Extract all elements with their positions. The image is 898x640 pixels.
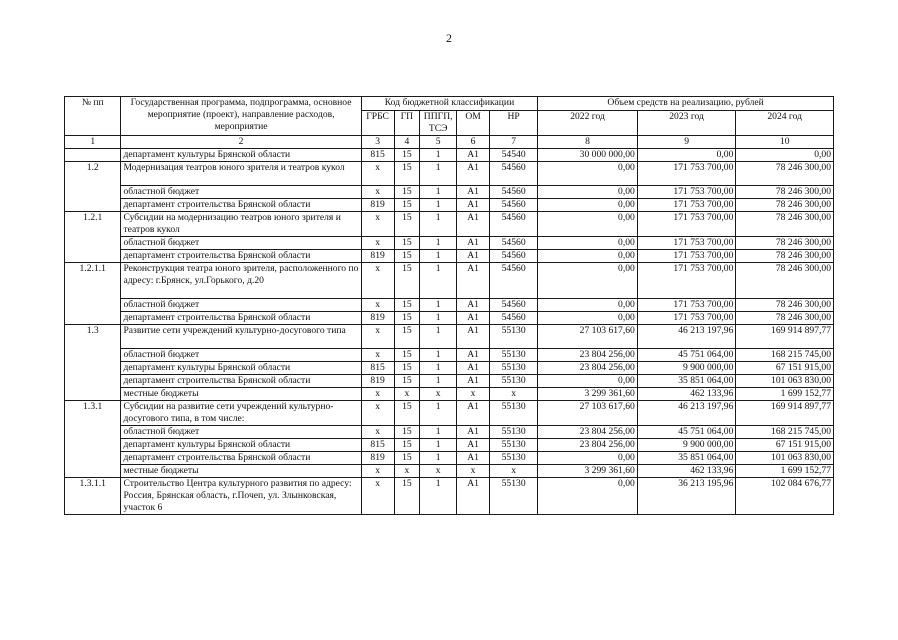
row-value-cell: 168 215 745,00 bbox=[736, 426, 834, 439]
header-2023: 2023 год bbox=[637, 111, 736, 136]
row-value-cell: 171 753 700,00 bbox=[637, 186, 736, 199]
row-number-cell: 1.2 bbox=[65, 162, 121, 212]
row-value-cell: х bbox=[361, 212, 394, 237]
row-value-cell: х bbox=[361, 388, 394, 401]
row-value-cell: 819 bbox=[361, 312, 394, 325]
row-value-cell: 0,00 bbox=[538, 452, 638, 465]
row-value-cell: 101 063 830,00 bbox=[736, 375, 834, 388]
row-name-cell: департамент культуры Брянской области bbox=[121, 362, 361, 375]
table-row bbox=[65, 426, 834, 439]
budget-table bbox=[64, 96, 834, 515]
row-value-cell: 15 bbox=[394, 149, 420, 162]
row-value-cell: 3 299 361,60 bbox=[538, 388, 638, 401]
row-value-cell: 35 851 064,00 bbox=[637, 452, 736, 465]
row-name-cell: департамент культуры Брянской области bbox=[121, 439, 361, 452]
row-value-cell: А1 bbox=[457, 426, 490, 439]
row-value-cell: 171 753 700,00 bbox=[637, 263, 736, 299]
row-name-cell: департамент строительства Брянской области bbox=[121, 312, 361, 325]
row-value-cell: 171 753 700,00 bbox=[637, 237, 736, 250]
row-value-cell: 78 246 300,00 bbox=[736, 237, 834, 250]
row-value-cell: 55130 bbox=[489, 325, 537, 349]
row-value-cell: 815 bbox=[361, 439, 394, 452]
row-value-cell: х bbox=[361, 263, 394, 299]
row-value-cell: 171 753 700,00 bbox=[637, 212, 736, 237]
row-value-cell: 1 bbox=[420, 312, 457, 325]
row-value-cell: 15 bbox=[394, 162, 420, 186]
row-value-cell: 1 bbox=[420, 237, 457, 250]
row-name-cell: Развитие сети учреждений культурно-досугового типа bbox=[121, 325, 361, 349]
row-value-cell: 15 bbox=[394, 312, 420, 325]
row-value-cell: 15 bbox=[394, 478, 420, 515]
row-name-cell: Модернизация театров юного зрителя и театров кукол bbox=[121, 162, 361, 186]
row-value-cell: А1 bbox=[457, 439, 490, 452]
row-name-cell: департамент строительства Брянской области bbox=[121, 199, 361, 212]
row-value-cell: 168 215 745,00 bbox=[736, 349, 834, 362]
row-value-cell: 819 bbox=[361, 452, 394, 465]
column-number: 3 bbox=[361, 136, 394, 149]
header-np: НР bbox=[489, 111, 537, 136]
row-value-cell: х bbox=[361, 349, 394, 362]
row-value-cell: 819 bbox=[361, 199, 394, 212]
row-value-cell: 171 753 700,00 bbox=[637, 299, 736, 312]
row-value-cell: 15 bbox=[394, 426, 420, 439]
row-value-cell: 27 103 617,60 bbox=[538, 325, 638, 349]
table-row bbox=[65, 465, 834, 478]
row-value-cell: 54560 bbox=[489, 186, 537, 199]
row-value-cell: 0,00 bbox=[736, 149, 834, 162]
row-value-cell: А1 bbox=[457, 162, 490, 186]
header-2022: 2022 год bbox=[538, 111, 638, 136]
column-number: 4 bbox=[394, 136, 420, 149]
row-value-cell: 171 753 700,00 bbox=[637, 250, 736, 263]
row-value-cell: 169 914 897,77 bbox=[736, 325, 834, 349]
row-value-cell: 0,00 bbox=[538, 263, 638, 299]
row-value-cell: 1 bbox=[420, 362, 457, 375]
row-value-cell: 0,00 bbox=[538, 212, 638, 237]
row-value-cell: х bbox=[457, 465, 490, 478]
row-value-cell: А1 bbox=[457, 186, 490, 199]
row-value-cell: 27 103 617,60 bbox=[538, 401, 638, 426]
row-value-cell: 819 bbox=[361, 250, 394, 263]
column-number: 5 bbox=[420, 136, 457, 149]
row-value-cell: 1 bbox=[420, 325, 457, 349]
row-value-cell: А1 bbox=[457, 362, 490, 375]
row-number-cell: 1.3.1.1 bbox=[65, 478, 121, 515]
row-value-cell: 67 151 915,00 bbox=[736, 362, 834, 375]
row-value-cell: 45 751 064,00 bbox=[637, 426, 736, 439]
row-value-cell: 0,00 bbox=[538, 299, 638, 312]
row-value-cell: А1 bbox=[457, 401, 490, 426]
row-value-cell: А1 bbox=[457, 312, 490, 325]
row-value-cell: А1 bbox=[457, 478, 490, 515]
row-number-cell: 1.3.1 bbox=[65, 401, 121, 478]
row-name-cell: областной бюджет bbox=[121, 237, 361, 250]
row-value-cell: 0,00 bbox=[538, 237, 638, 250]
row-name-cell: департамент строительства Брянской области bbox=[121, 452, 361, 465]
header-ppgp: ППГП, ТСЭ bbox=[420, 111, 457, 136]
row-value-cell: 1 bbox=[420, 263, 457, 299]
row-value-cell: 9 900 000,00 bbox=[637, 439, 736, 452]
row-value-cell: 1 bbox=[420, 375, 457, 388]
row-value-cell: х bbox=[457, 388, 490, 401]
header-om: ОМ bbox=[457, 111, 490, 136]
row-value-cell: 46 213 197,96 bbox=[637, 325, 736, 349]
row-value-cell: А1 bbox=[457, 212, 490, 237]
row-value-cell: 54560 bbox=[489, 212, 537, 237]
row-value-cell: 1 bbox=[420, 439, 457, 452]
row-value-cell: 15 bbox=[394, 263, 420, 299]
row-value-cell: 815 bbox=[361, 362, 394, 375]
row-value-cell: 0,00 bbox=[538, 250, 638, 263]
row-value-cell: 15 bbox=[394, 299, 420, 312]
row-value-cell: 15 bbox=[394, 199, 420, 212]
table-row bbox=[65, 212, 834, 237]
row-value-cell: 78 246 300,00 bbox=[736, 299, 834, 312]
row-number-cell: 1.2.1 bbox=[65, 212, 121, 263]
row-value-cell: 0,00 bbox=[538, 162, 638, 186]
row-value-cell: 15 bbox=[394, 375, 420, 388]
column-numbers-row bbox=[65, 136, 834, 149]
row-value-cell: х bbox=[361, 325, 394, 349]
row-value-cell: 15 bbox=[394, 401, 420, 426]
row-value-cell: 54540 bbox=[489, 149, 537, 162]
row-value-cell: 36 213 195,96 bbox=[637, 478, 736, 515]
row-value-cell: 78 246 300,00 bbox=[736, 263, 834, 299]
row-value-cell: 9 900 000,00 bbox=[637, 362, 736, 375]
row-value-cell: х bbox=[361, 237, 394, 250]
table-row bbox=[65, 186, 834, 199]
row-value-cell: 15 bbox=[394, 186, 420, 199]
table-row bbox=[65, 312, 834, 325]
row-value-cell: х bbox=[420, 388, 457, 401]
row-number-cell: 1.3 bbox=[65, 325, 121, 401]
row-value-cell: х bbox=[361, 426, 394, 439]
row-value-cell: 78 246 300,00 bbox=[736, 250, 834, 263]
column-number: 9 bbox=[637, 136, 736, 149]
row-value-cell: 1 699 152,77 bbox=[736, 388, 834, 401]
row-value-cell: 1 bbox=[420, 250, 457, 263]
row-value-cell: 171 753 700,00 bbox=[637, 162, 736, 186]
table-row bbox=[65, 388, 834, 401]
row-value-cell: 67 151 915,00 bbox=[736, 439, 834, 452]
column-number: 2 bbox=[121, 136, 361, 149]
row-value-cell: А1 bbox=[457, 375, 490, 388]
row-value-cell: х bbox=[361, 465, 394, 478]
row-value-cell: 30 000 000,00 bbox=[538, 149, 638, 162]
row-value-cell: 55130 bbox=[489, 362, 537, 375]
row-value-cell: 15 bbox=[394, 349, 420, 362]
row-value-cell: 54560 bbox=[489, 263, 537, 299]
table-row bbox=[65, 149, 834, 162]
row-value-cell: х bbox=[361, 478, 394, 515]
row-value-cell: 54560 bbox=[489, 237, 537, 250]
row-name-cell: департамент строительства Брянской области bbox=[121, 250, 361, 263]
row-value-cell: 15 bbox=[394, 452, 420, 465]
table-row bbox=[65, 162, 834, 186]
row-value-cell: 15 bbox=[394, 237, 420, 250]
row-value-cell: 815 bbox=[361, 149, 394, 162]
row-value-cell: 1 bbox=[420, 162, 457, 186]
row-value-cell: 23 804 256,00 bbox=[538, 439, 638, 452]
row-value-cell: 54560 bbox=[489, 299, 537, 312]
row-name-cell: Реконструкция театра юного зрителя, расположенного по адресу: г.Брянск, ул.Горького, д.20 bbox=[121, 263, 361, 299]
row-name-cell: местные бюджеты bbox=[121, 465, 361, 478]
table-row bbox=[65, 237, 834, 250]
row-value-cell: 1 bbox=[420, 212, 457, 237]
row-value-cell: 55130 bbox=[489, 349, 537, 362]
row-value-cell: 1 bbox=[420, 186, 457, 199]
row-value-cell: х bbox=[489, 465, 537, 478]
row-value-cell: 171 753 700,00 bbox=[637, 199, 736, 212]
row-value-cell: 0,00 bbox=[538, 478, 638, 515]
table-row bbox=[65, 199, 834, 212]
row-value-cell: 55130 bbox=[489, 452, 537, 465]
table-row bbox=[65, 401, 834, 426]
row-value-cell: 15 bbox=[394, 250, 420, 263]
row-value-cell: 23 804 256,00 bbox=[538, 362, 638, 375]
row-value-cell: 0,00 bbox=[637, 149, 736, 162]
row-value-cell: 55130 bbox=[489, 401, 537, 426]
row-value-cell: А1 bbox=[457, 250, 490, 263]
row-name-cell: департамент культуры Брянской области bbox=[121, 149, 361, 162]
row-value-cell: 54560 bbox=[489, 312, 537, 325]
table-row bbox=[65, 349, 834, 362]
row-name-cell: Субсидии на модернизацию театров юного зрителя и театров кукол bbox=[121, 212, 361, 237]
table-row bbox=[65, 263, 834, 299]
row-value-cell: А1 bbox=[457, 263, 490, 299]
row-value-cell: 78 246 300,00 bbox=[736, 162, 834, 186]
row-value-cell: х bbox=[420, 465, 457, 478]
column-number: 10 bbox=[736, 136, 834, 149]
row-value-cell: 462 133,96 bbox=[637, 388, 736, 401]
row-value-cell: 15 bbox=[394, 325, 420, 349]
row-name-cell: Субсидии на развитие сети учреждений культурно-досугового типа, в том числе: bbox=[121, 401, 361, 426]
row-value-cell: 1 bbox=[420, 426, 457, 439]
column-number: 8 bbox=[538, 136, 638, 149]
header-volume-group: Объем средств на реализацию, рублей bbox=[538, 97, 834, 111]
row-value-cell: 819 bbox=[361, 375, 394, 388]
row-value-cell: 169 914 897,77 bbox=[736, 401, 834, 426]
row-value-cell: 1 bbox=[420, 349, 457, 362]
row-value-cell: 23 804 256,00 bbox=[538, 349, 638, 362]
header-name: Государственная программа, подпрограмма, основное мероприятие (проект), направление расходов, мероприятие bbox=[121, 97, 361, 136]
table-row bbox=[65, 452, 834, 465]
row-value-cell: А1 bbox=[457, 149, 490, 162]
row-value-cell: 171 753 700,00 bbox=[637, 312, 736, 325]
row-value-cell: 15 bbox=[394, 212, 420, 237]
row-value-cell: 102 084 676,77 bbox=[736, 478, 834, 515]
row-value-cell: х bbox=[361, 162, 394, 186]
row-value-cell: 55130 bbox=[489, 439, 537, 452]
row-name-cell: областной бюджет bbox=[121, 186, 361, 199]
row-value-cell: 462 133,96 bbox=[637, 465, 736, 478]
row-value-cell: 101 063 830,00 bbox=[736, 452, 834, 465]
row-value-cell: 55130 bbox=[489, 478, 537, 515]
row-value-cell: 15 bbox=[394, 362, 420, 375]
table-row bbox=[65, 478, 834, 515]
row-value-cell: 0,00 bbox=[538, 186, 638, 199]
header-gp: ГП bbox=[394, 111, 420, 136]
row-number-cell bbox=[65, 149, 121, 162]
row-name-cell: областной бюджет bbox=[121, 349, 361, 362]
row-value-cell: 0,00 bbox=[538, 375, 638, 388]
row-value-cell: А1 bbox=[457, 199, 490, 212]
row-value-cell: А1 bbox=[457, 349, 490, 362]
table-row bbox=[65, 325, 834, 349]
column-number: 1 bbox=[65, 136, 121, 149]
row-name-cell: департамент строительства Брянской области bbox=[121, 375, 361, 388]
row-value-cell: 1 bbox=[420, 452, 457, 465]
row-value-cell: 0,00 bbox=[538, 312, 638, 325]
row-value-cell: 1 bbox=[420, 299, 457, 312]
row-name-cell: областной бюджет bbox=[121, 426, 361, 439]
row-name-cell: областной бюджет bbox=[121, 299, 361, 312]
row-value-cell: 3 299 361,60 bbox=[538, 465, 638, 478]
row-value-cell: х bbox=[489, 388, 537, 401]
table-row bbox=[65, 299, 834, 312]
row-value-cell: х bbox=[361, 186, 394, 199]
row-value-cell: 45 751 064,00 bbox=[637, 349, 736, 362]
row-value-cell: 55130 bbox=[489, 426, 537, 439]
row-value-cell: 15 bbox=[394, 439, 420, 452]
row-value-cell: 0,00 bbox=[538, 199, 638, 212]
row-value-cell: 54560 bbox=[489, 199, 537, 212]
row-value-cell: 1 699 152,77 bbox=[736, 465, 834, 478]
row-value-cell: 78 246 300,00 bbox=[736, 199, 834, 212]
header-grbs: ГРБС bbox=[361, 111, 394, 136]
row-value-cell: х bbox=[394, 388, 420, 401]
row-value-cell: А1 bbox=[457, 237, 490, 250]
row-value-cell: 1 bbox=[420, 199, 457, 212]
page-number: 2 bbox=[446, 31, 452, 45]
row-value-cell: 1 bbox=[420, 149, 457, 162]
column-number: 6 bbox=[457, 136, 490, 149]
table-body bbox=[65, 136, 834, 515]
column-number: 7 bbox=[489, 136, 537, 149]
row-number-cell: 1.2.1.1 bbox=[65, 263, 121, 325]
row-name-cell: местные бюджеты bbox=[121, 388, 361, 401]
row-value-cell: 46 213 197,96 bbox=[637, 401, 736, 426]
row-value-cell: А1 bbox=[457, 452, 490, 465]
header-num: № пп bbox=[65, 97, 121, 136]
row-value-cell: 1 bbox=[420, 401, 457, 426]
table-row bbox=[65, 250, 834, 263]
row-value-cell: 23 804 256,00 bbox=[538, 426, 638, 439]
table-row bbox=[65, 375, 834, 388]
row-value-cell: 54560 bbox=[489, 162, 537, 186]
row-value-cell: 55130 bbox=[489, 375, 537, 388]
header-2024: 2024 год bbox=[736, 111, 834, 136]
row-value-cell: 54560 bbox=[489, 250, 537, 263]
row-name-cell: Строительство Центра культурного развития по адресу: Россия, Брянская область, г.Почеп, ул. Злынковская, участок 6 bbox=[121, 478, 361, 515]
table-row bbox=[65, 362, 834, 375]
row-value-cell: А1 bbox=[457, 299, 490, 312]
row-value-cell: х bbox=[394, 465, 420, 478]
table-row bbox=[65, 439, 834, 452]
row-value-cell: х bbox=[361, 401, 394, 426]
row-value-cell: 78 246 300,00 bbox=[736, 186, 834, 199]
row-value-cell: А1 bbox=[457, 325, 490, 349]
row-value-cell: 78 246 300,00 bbox=[736, 312, 834, 325]
header-kbk-group: Код бюджетной классификации bbox=[361, 97, 538, 111]
row-value-cell: 1 bbox=[420, 478, 457, 515]
row-value-cell: х bbox=[361, 299, 394, 312]
row-value-cell: 35 851 064,00 bbox=[637, 375, 736, 388]
row-value-cell: 78 246 300,00 bbox=[736, 212, 834, 237]
